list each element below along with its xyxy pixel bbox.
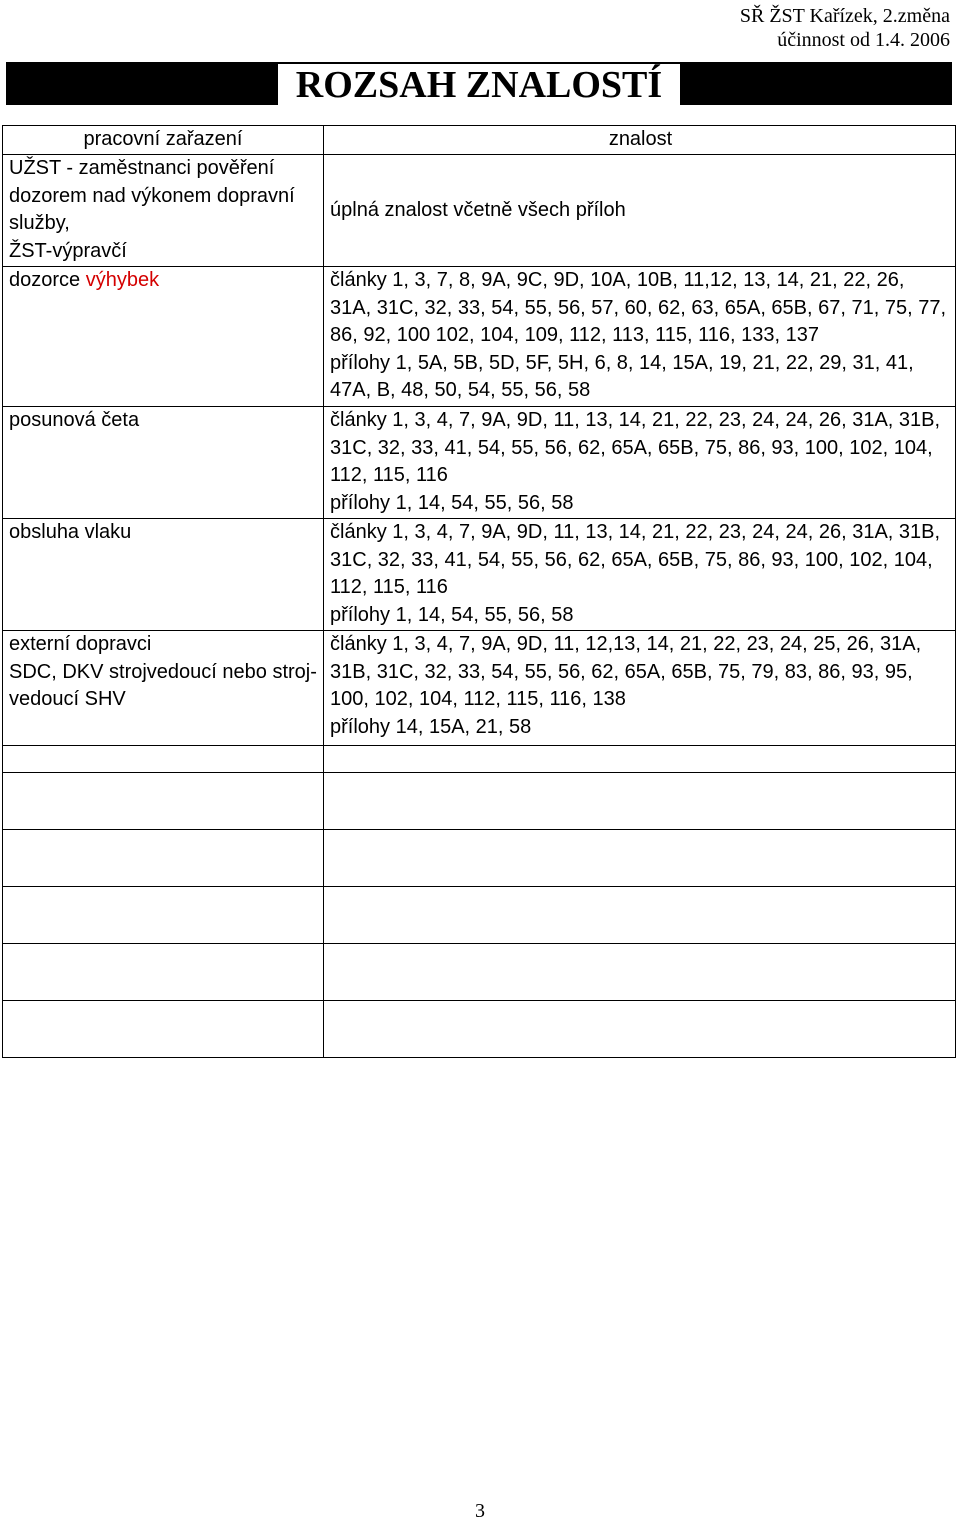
empty-table-row — [3, 1001, 956, 1058]
page-title: ROZSAH ZNALOSTÍ — [278, 64, 680, 106]
empty-table-row — [3, 944, 956, 1001]
table-header-row — [3, 126, 956, 155]
position-line: UŽST - zaměstnanci pověření — [9, 157, 275, 179]
table-row — [3, 407, 956, 519]
table-row — [3, 519, 956, 631]
position-text: posunová četa — [9, 409, 140, 431]
empty-table-row — [3, 887, 956, 944]
col-header-knowledge: znalost — [324, 126, 956, 155]
attachments-text: přílohy 1, 14, 54, 55, 56, 58 — [330, 603, 574, 626]
position-cell — [3, 155, 324, 267]
knowledge-cell — [324, 631, 956, 746]
header-line-1: SŘ ŽST Kařízek, 2.změna — [739, 5, 950, 27]
position-text: dozorce — [9, 269, 86, 291]
attachments-text: přílohy 14, 15A, 21, 58 — [330, 715, 532, 738]
articles-text: články 1, 3, 4, 7, 9A, 9D, 11, 13, 14, 21, 22, 23, 24, 24, 26, 31A, 31B, 31C, 32, 33, 41, 54, 55, 56, 62, 65A, 65B, 75, 86, 93, 100, 102, 104, 112, 115, 116 — [330, 521, 941, 598]
articles-text: články 1, 3, 4, 7, 9A, 9D, 11, 12,13, 14, 21, 22, 23, 24, 25, 26, 31A, 31B, 31C, 32, 33, 54, 55, 56, 62, 65A, 65B, 75, 79, 83, 86, 93, 95, 100, 102, 104, 112, 115, 116, 138 — [330, 633, 922, 710]
table-row — [3, 155, 956, 267]
position-cell — [3, 267, 324, 407]
knowledge-cell — [324, 155, 956, 267]
knowledge-text: úplná znalost včetně všech příloh — [330, 198, 626, 221]
header-line-2: účinnost od 1.4. 2006 — [777, 29, 950, 51]
position-cell — [3, 631, 324, 746]
knowledge-table — [2, 125, 956, 1058]
empty-table-row — [3, 773, 956, 830]
position-line: služby, — [9, 212, 70, 234]
attachments-text: přílohy 1, 14, 54, 55, 56, 58 — [330, 491, 574, 514]
knowledge-cell — [324, 267, 956, 407]
position-line: vedoucí SHV — [9, 688, 126, 710]
col-header-position: pracovní zařazení — [3, 126, 324, 155]
empty-table-row — [3, 746, 956, 773]
position-highlight-text: výhybek — [85, 269, 160, 291]
position-line: dozorem nad výkonem dopravní — [9, 184, 295, 207]
position-text: obsluha vlaku — [9, 521, 132, 543]
attachments-text: přílohy 1, 5A, 5B, 5D, 5F, 5H, 6, 8, 14, 15A, 19, 21, 22, 29, 31, 41, 47A, B, 48, 50, 54, 55, 56, 58 — [330, 351, 914, 401]
knowledge-cell — [324, 519, 956, 631]
articles-text: články 1, 3, 7, 8, 9A, 9C, 9D, 10A, 10B, 11,12, 13, 14, 21, 22, 26, 31A, 31C, 32, 33, 54, 55, 56, 57, 60, 62, 63, 65A, 65B, 67, 71, 75, 77, 86, 92, 100 102, 104, 109, 112, 113, 115, 116, 133, 137 — [330, 269, 947, 346]
knowledge-cell — [324, 407, 956, 519]
table-row — [3, 631, 956, 746]
position-cell — [3, 407, 324, 519]
empty-table-row — [3, 830, 956, 887]
position-line: externí dopravci — [9, 633, 152, 655]
page-number: 3 — [475, 1500, 485, 1522]
table-row — [3, 267, 956, 407]
position-cell — [3, 519, 324, 631]
position-line: SDC, DKV strojvedoucí nebo stroj- — [9, 660, 317, 683]
position-line: ŽST-výpravčí — [9, 239, 127, 262]
document-header-reference — [740, 4, 950, 52]
title-bar — [6, 62, 952, 105]
articles-text: články 1, 3, 4, 7, 9A, 9D, 11, 13, 14, 21, 22, 23, 24, 24, 26, 31A, 31B, 31C, 32, 33, 41, 54, 55, 56, 62, 65A, 65B, 75, 86, 93, 100, 102, 104, 112, 115, 116 — [330, 409, 941, 486]
